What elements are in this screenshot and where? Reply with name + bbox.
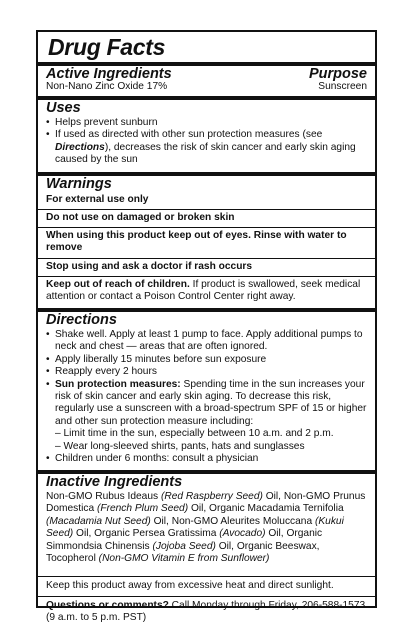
list-item: • Children under 6 months: consult a physician (46, 453, 259, 465)
warning-doctor: Stop using and ask a doctor if rash occurs (46, 261, 253, 272)
divider (38, 227, 375, 228)
drug-facts-panel (36, 30, 377, 624)
storage-text: Keep this product away from excessive heat and direct sunlight. (46, 580, 334, 591)
active-ingredient: Non-Nano Zinc Oxide 17% (46, 81, 168, 92)
inactive-ingredients-section (46, 474, 367, 565)
directions-heading: Directions (46, 312, 117, 328)
warnings-heading: Warnings (46, 176, 112, 192)
list-item: • If used as directed with other sun protection measures (see Directions), decreases the risk of skin cancer and early skin aging caused by the sun (46, 129, 356, 166)
list-item: • Sun protection measures: Spending time in the sun increases your risk of skin cancer and early skin aging. To decrease this risk, regularly use a sunscreen with a broad-spectrum SPF of 15 or higher and other sun protection measure including: (46, 378, 367, 427)
list-item: • Apply liberally 15 minutes before sun exposure (46, 353, 267, 365)
inactive-ingredients-text: Non-GMO Rubus Ideaus (Red Raspberry Seed) Oil, Non-GMO Prunus Domestica (French Plum Seed) Oil, Organic Macadamia Ternifolia (Macadamia Nut Seed) Oil, Non-GMO Aleurites Moluccana (Kukui Seed) Oil, Organic Persea Gratissima (Avocado) Oil, Organic Simmondsia Chinensis (Jojoba Seed) Oil, Organic Beeswax, Tocopherol (Non-GMO Vitamin E from Sunflower) (46, 491, 366, 565)
list-item: • Shake well. Apply at least 1 pump to face. Apply additional pumps to neck and chest — areas that are often ignored. (46, 329, 363, 353)
divider (38, 209, 375, 210)
uses-section (46, 100, 367, 167)
divider (38, 596, 375, 597)
inactive-ingredients-heading: Inactive Ingredients (46, 474, 183, 490)
list-item: • Helps prevent sunburn (46, 117, 158, 128)
questions-text: Questions or comments? Call Monday through Friday, 206-588-1573 (9 a.m. to 5 p.m. PST) (46, 600, 366, 624)
purpose-heading: Purpose (308, 66, 367, 82)
active-ingredient-row (46, 81, 367, 93)
warnings-heading-row (46, 176, 367, 193)
divider (38, 258, 375, 259)
list-item: – Limit time in the sun, especially between 10 a.m. and 2 p.m. (55, 428, 334, 440)
warning-damaged: Do not use on damaged or broken skin (46, 212, 235, 223)
uses-heading: Uses (46, 100, 81, 116)
active-ingredients-heading: Active Ingredients (46, 66, 172, 82)
warning-eyes: When using this product keep out of eyes. Rinse with water to remove (46, 230, 347, 254)
divider (38, 276, 375, 277)
list-item: – Wear long-sleeved shirts, pants, hats and sunglasses (55, 440, 305, 452)
drug-facts-title: Drug Facts (48, 34, 166, 60)
purpose-value: Sunscreen (318, 81, 367, 92)
warning-external: For external use only (46, 194, 149, 205)
directions-section (46, 312, 367, 465)
divider (38, 576, 375, 577)
list-item: • Reapply every 2 hours (46, 366, 157, 378)
warning-children: Keep out of reach of children. If product is swallowed, seek medical attention or contact a Poison Control Center right away. (46, 279, 361, 303)
